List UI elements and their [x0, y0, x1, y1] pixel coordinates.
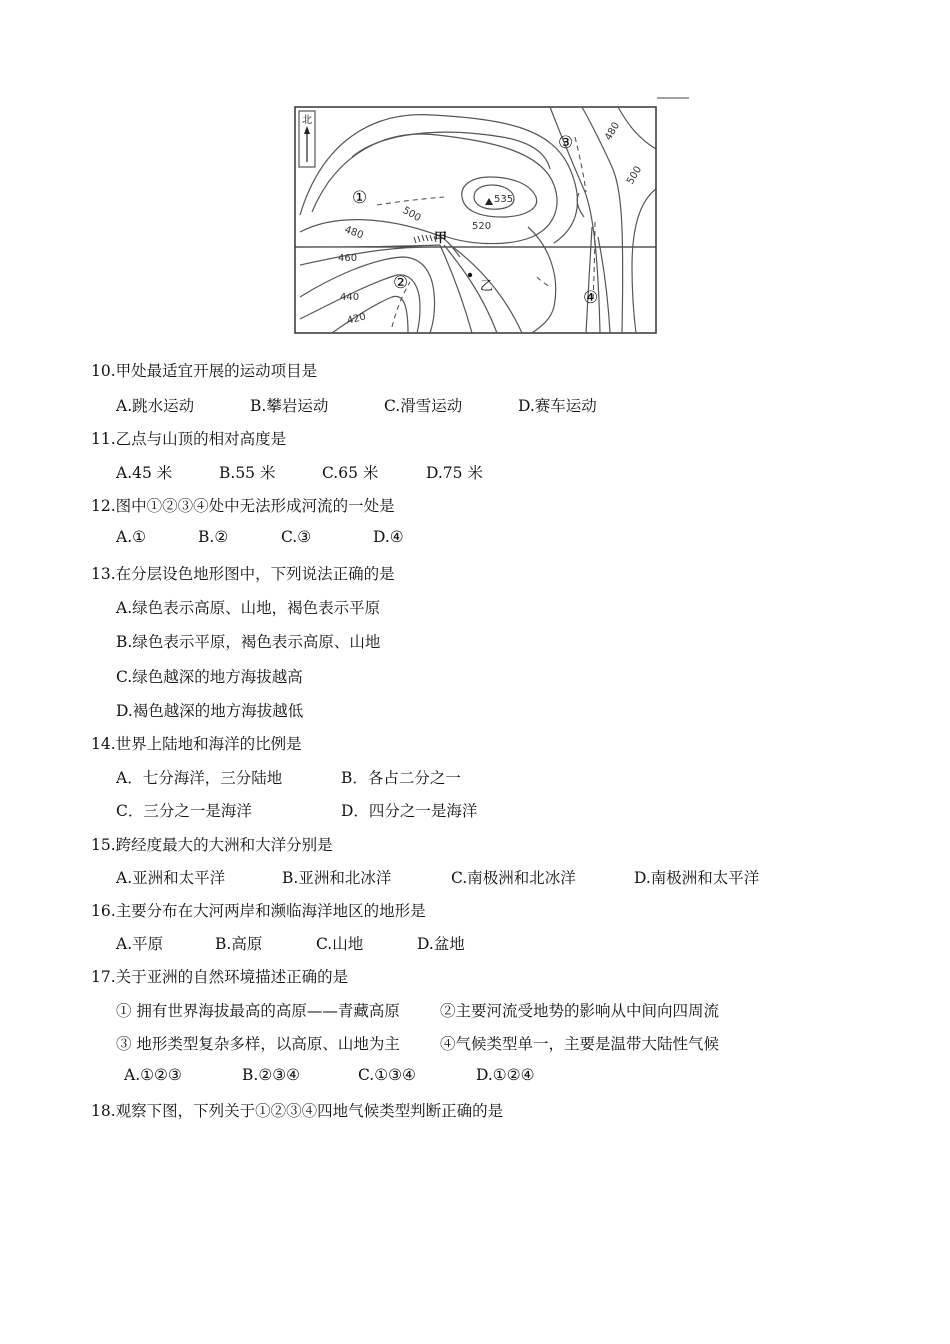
- q13-option-b[interactable]: B.绿色表示平原，褐色表示高原、山地: [116, 633, 381, 651]
- contour-label-480b: 480: [603, 120, 623, 143]
- q16-option-a[interactable]: A.平原: [116, 935, 164, 953]
- contour-label-480a: 480: [342, 224, 365, 242]
- q17-statement-4: ④气候类型单一，主要是温带大陆性气候: [440, 1035, 720, 1053]
- q15-option-d[interactable]: D.南极洲和太平洋: [634, 869, 760, 887]
- marker-4: ④: [583, 288, 599, 308]
- question-18-stem: 18.观察下图，下列关于①②③④四地气候类型判断正确的是: [91, 1102, 504, 1120]
- cliff-hatching: [414, 235, 436, 243]
- q17-statement-3: ③ 地形类型复杂多样，以高原、山地为主: [116, 1035, 400, 1053]
- north-arrow: [299, 111, 315, 167]
- contour-label-460: 460: [338, 253, 358, 264]
- summit-marker: [485, 198, 493, 205]
- q17-option-d[interactable]: D.①②④: [476, 1066, 535, 1084]
- q15-option-a[interactable]: A.亚洲和太平洋: [116, 869, 226, 887]
- q12-option-d[interactable]: D.④: [373, 528, 404, 546]
- point-jia-label: 甲: [434, 231, 448, 246]
- question-12-stem: 12.图中①②③④处中无法形成河流的一处是: [91, 497, 395, 515]
- contour-label-520: 520: [472, 221, 492, 232]
- q11-option-c[interactable]: C.65 米: [322, 464, 379, 482]
- contour-label-440: 440: [340, 292, 360, 303]
- q14-option-a[interactable]: A．七分海洋，三分陆地: [116, 769, 283, 787]
- q10-option-c[interactable]: C.滑雪运动: [384, 397, 463, 415]
- peak-elevation: 535: [494, 194, 514, 205]
- contour-label-500b: 500: [625, 164, 645, 187]
- contour-label-420: 420: [345, 311, 368, 327]
- q12-option-a[interactable]: A.①: [116, 528, 147, 546]
- stream-lines: [377, 137, 595, 327]
- q16-option-b[interactable]: B.高原: [215, 935, 263, 953]
- q17-statement-1: ① 拥有世界海拔最高的高原——青藏高原: [116, 1002, 400, 1020]
- question-17-stem: 17.关于亚洲的自然环境描述正确的是: [91, 968, 349, 986]
- contour-label-500a: 500: [400, 205, 423, 225]
- q11-option-a[interactable]: A.45 米: [116, 464, 173, 482]
- q10-option-d[interactable]: D.赛车运动: [518, 397, 597, 415]
- point-yi-label: 乙: [480, 279, 494, 294]
- question-11-stem: 11.乙点与山顶的相对高度是: [91, 430, 287, 448]
- question-14-stem: 14.世界上陆地和海洋的比例是: [91, 735, 302, 753]
- q16-option-c[interactable]: C.山地: [316, 935, 364, 953]
- q17-option-b[interactable]: B.②③④: [242, 1066, 301, 1084]
- q13-option-a[interactable]: A.绿色表示高原、山地，褐色表示平原: [116, 599, 381, 617]
- q10-option-b[interactable]: B.攀岩运动: [250, 397, 329, 415]
- q14-option-b[interactable]: B．各占二分之一: [341, 769, 461, 787]
- q17-statement-2: ②主要河流受地势的影响从中间向四周流: [440, 1002, 720, 1020]
- q16-option-d[interactable]: D.盆地: [417, 935, 465, 953]
- north-label: 北: [302, 115, 312, 126]
- q11-option-d[interactable]: D.75 米: [426, 464, 483, 482]
- q10-option-a[interactable]: A.跳水运动: [116, 397, 195, 415]
- marker-1: ①: [352, 188, 368, 208]
- question-15-stem: 15.跨经度最大的大洲和大洋分别是: [91, 836, 333, 854]
- marker-2: ②: [393, 273, 409, 293]
- question-13-stem: 13.在分层设色地形图中，下列说法正确的是: [91, 565, 395, 583]
- q15-option-c[interactable]: C.南极洲和北冰洋: [451, 869, 576, 887]
- q15-option-b[interactable]: B.亚洲和北冰洋: [282, 869, 392, 887]
- q17-option-c[interactable]: C.①③④: [358, 1066, 416, 1084]
- q11-option-b[interactable]: B.55 米: [219, 464, 276, 482]
- q13-option-d[interactable]: D.褐色越深的地方海拔越低: [116, 702, 304, 720]
- question-10-stem: 10.甲处最适宜开展的运动项目是: [91, 362, 318, 380]
- point-yi-marker: [468, 273, 472, 277]
- q14-option-d[interactable]: D．四分之一是海洋: [341, 802, 478, 820]
- q13-option-c[interactable]: C.绿色越深的地方海拔越高: [116, 668, 303, 686]
- marker-3: ③: [558, 133, 574, 153]
- q12-option-c[interactable]: C.③: [281, 528, 312, 546]
- contour-map: [292, 97, 692, 337]
- q14-option-c[interactable]: C．三分之一是海洋: [116, 802, 252, 820]
- q17-option-a[interactable]: A.①②③: [124, 1066, 182, 1084]
- q12-option-b[interactable]: B.②: [198, 528, 229, 546]
- question-16-stem: 16.主要分布在大河两岸和濒临海洋地区的地形是: [91, 902, 426, 920]
